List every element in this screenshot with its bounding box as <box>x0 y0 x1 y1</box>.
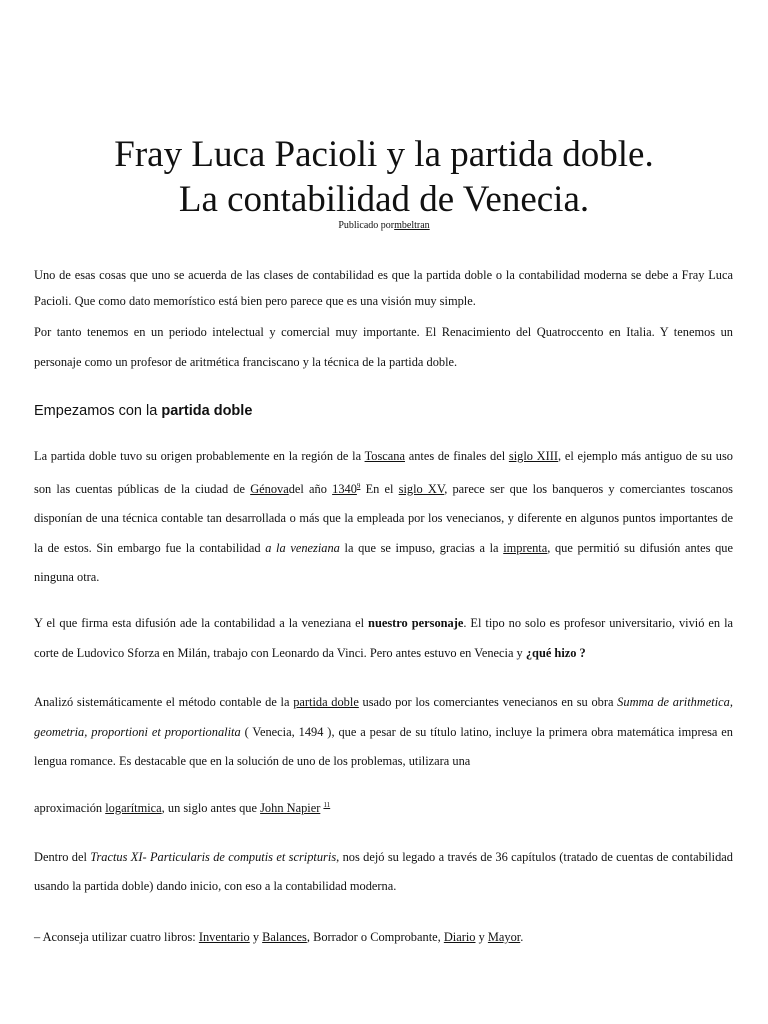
byline-prefix: Publicado por <box>338 220 395 231</box>
text: ( Venecia, 1494 ), que a pesar de su título latino, incluye la primera obra matemática impresa en lengua romance. Es destacable que en la solución de uno de los problemas, utilizara una <box>34 724 734 768</box>
link-siglo-xv[interactable]: siglo XV <box>398 481 445 496</box>
link-inventario[interactable]: Inventario <box>198 930 250 944</box>
link-john-napier[interactable]: John Napier <box>260 801 321 815</box>
page-title-line1: Fray Luca Pacioli y la partida doble. <box>114 134 654 175</box>
paragraph-tractus <box>34 843 733 900</box>
link-logaritmica[interactable]: logarítmica <box>105 801 162 815</box>
italic-tractus: Tractus XI- Particularis de computis et scripturis <box>90 850 337 864</box>
footnote-ref-11[interactable]: 11 <box>323 801 331 809</box>
footnote-ref-9[interactable]: 9 <box>356 481 361 490</box>
text: , parece ser que los banqueros y comerciantes toscanos disponían de una técnica contable tan desarrollada o más que la empleada por los venecianos, y diferente en algunos puntos importantes de la de estos. Sin embargo fue la contabilidad <box>34 481 733 555</box>
text: y <box>249 930 263 944</box>
text: Y el que firma esta difusión ade la contabilidad a la veneziana el <box>34 616 369 630</box>
text: En el <box>360 481 399 496</box>
page-title-line2: La contabilidad de Venecia. <box>178 179 590 220</box>
intro-paragraph-1: Uno de esas cosas que uno se acuerda de las clases de contabilidad es que la partida doble o la contabilidad moderna se debe a Fray Luca Pacioli. Que como dato memorístico está bien pero parece que es una visión muy simple. <box>34 268 733 308</box>
intro-paragraph-2: Por tanto tenemos en un periodo intelectual y comercial muy importante. El Renacimiento del Quatroccento en Italia. Y tenemos un personaje como un profesor de aritmética franciscano y la técnica de la partida doble. <box>34 325 733 369</box>
text: antes de finales del <box>404 449 509 463</box>
section-heading-prefix: Empezamos con la <box>34 403 162 419</box>
text: , Borrador o Comprobante, <box>306 930 444 944</box>
text: Dentro del <box>34 850 91 864</box>
text: – Aconseja utilizar cuatro libros: <box>34 930 199 944</box>
link-1340[interactable]: 1340 <box>332 481 357 496</box>
text: La partida doble tuvo su origen probablemente en la región de la <box>34 449 365 463</box>
italic-a-la-veneziana: a la veneziana <box>265 540 340 555</box>
link-imprenta[interactable]: imprenta <box>503 540 548 555</box>
text: aproximación <box>34 801 106 815</box>
text: , el ejemplo más antiguo de su uso son las cuentas públicas de la ciudad de <box>34 449 733 496</box>
text: del año <box>288 481 333 496</box>
link-diario[interactable]: Diario <box>443 930 476 944</box>
text: y <box>475 930 488 944</box>
section-heading-bold: partida doble <box>161 403 253 419</box>
bold-que-hizo: ¿qué hizo ? <box>525 645 586 660</box>
list-item-libros <box>34 928 733 946</box>
text: . El tipo no solo es profesor universitario, vivió en la corte de Ludovico Sforza en Milán, trabajo con Leonardo da Vinci. Pero antes estuvo en Venecia y <box>34 616 734 660</box>
link-genova[interactable]: Génova <box>250 481 289 496</box>
text: Analizó sistemáticamente el método contable de la <box>34 695 294 709</box>
author-link[interactable]: mbeltran <box>394 220 430 231</box>
text: , que permitió su difusión antes que ninguna otra. <box>34 540 733 584</box>
link-toscana[interactable]: Toscana <box>364 449 405 463</box>
text: , nos dejó su legado a través de 36 capítulos (tratado de cuentas de contabilidad usando la partida doble) dando inicio, con eso a la contabilidad moderna. <box>34 850 733 893</box>
link-mayor[interactable]: Mayor <box>487 930 521 944</box>
paragraph-personaje <box>34 609 733 668</box>
italic-summa: Summa de arithmetica, geometria, proportioni et proportionalita <box>34 695 733 739</box>
link-siglo-xiii[interactable]: siglo XIII <box>508 449 559 463</box>
paragraph-aproximacion <box>34 796 733 817</box>
text: , un siglo antes que <box>161 801 261 815</box>
link-partida-doble[interactable]: partida doble <box>293 695 359 709</box>
byline <box>0 220 768 231</box>
section-heading <box>34 403 252 419</box>
bold-nuestro-personaje: nuestro personaje <box>368 616 464 630</box>
link-balances[interactable]: Balances <box>262 930 307 944</box>
paragraph-origin <box>34 442 733 593</box>
text: la que se impuso, gracias a la <box>339 540 504 555</box>
text: usado por los comerciantes venecianos en su obra <box>358 695 618 709</box>
text: . <box>520 930 524 944</box>
paragraph-analizo <box>34 688 733 777</box>
